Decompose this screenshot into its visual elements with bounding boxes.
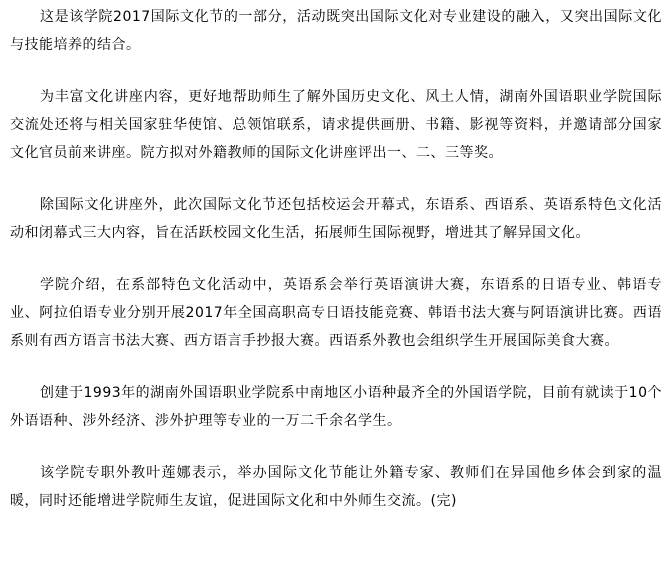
paragraph-2: 为丰富文化讲座内容，更好地帮助师生了解外国历史文化、风土人情，湖南外国语职业学院国际交流处还将与相关国家驻华使馆、总领馆联系，请求提供画册、书籍、影视等资料，并邀请部分国家文化官员前来讲座。院方拟对外籍教师的国际文化讲座评出一、二、三等奖。 <box>10 89 662 161</box>
paragraph-3: 除国际文化讲座外，此次国际文化节还包括校运会开幕式，东语系、西语系、英语系特色文化活动和闭幕式三大内容，旨在活跃校园文化生活，拓展师生国际视野，增进其了解异国文化。 <box>10 197 662 241</box>
paragraph-1: 这是该学院2017国际文化节的一部分，活动既突出国际文化对专业建设的融入，又突出国际文化与技能培养的结合。 <box>10 9 662 53</box>
article-body <box>10 3 662 515</box>
paragraph-6: 该学院专职外教叶莲娜表示，举办国际文化节能让外籍专家、教师们在异国他乡体会到家的温暖，同时还能增进学院师生友谊，促进国际文化和中外师生交流。(完) <box>10 465 662 509</box>
paragraph-5: 创建于1993年的湖南外国语职业学院系中南地区小语种最齐全的外国语学院，目前有就读于10个外语语种、涉外经济、涉外护理等专业的一万二千余名学生。 <box>10 385 662 429</box>
paragraph-4: 学院介绍，在系部特色文化活动中，英语系会举行英语演讲大赛，东语系的日语专业、韩语专业、阿拉伯语专业分别开展2017年全国高职高专日语技能竞赛、韩语书法大赛与阿语演讲比赛。西语系则有西方语言书法大赛、西方语言手抄报大赛。西语系外教也会组织学生开展国际美食大赛。 <box>10 277 662 349</box>
